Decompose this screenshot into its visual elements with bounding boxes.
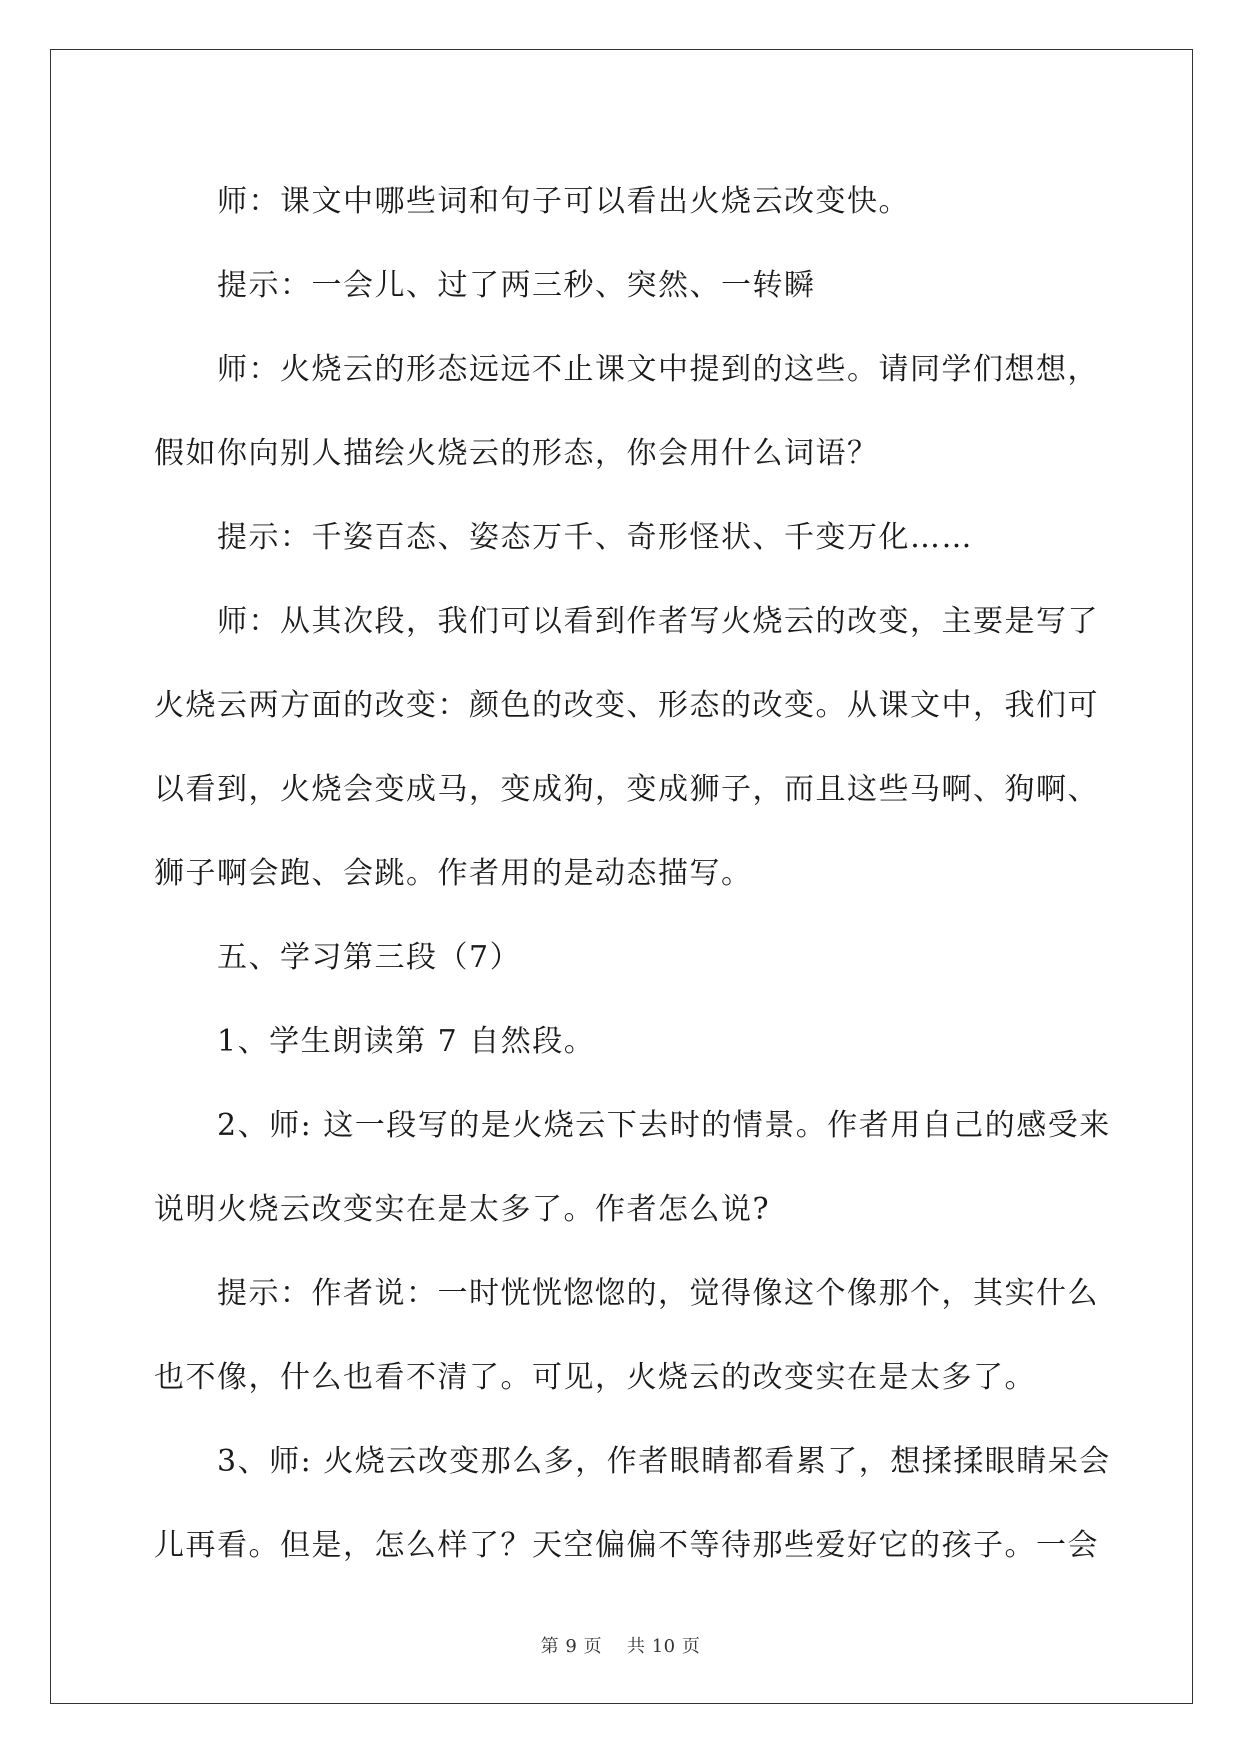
paragraph-10-line-1: 3、师: 火烧云改变那么多，作者眼睛都看累了，想揉揉眼睛呆会: [217, 1444, 1111, 1479]
page-total: 共 10 页: [626, 1636, 701, 1657]
paragraph-8-line-1: 2、师: 这一段写的是火烧云下去时的情景。作者用自己的感受来: [217, 1108, 1111, 1143]
page-number: 第 9 页: [540, 1636, 603, 1657]
paragraph-3-line-1: 师：火烧云的形态远远不止课文中提到的这些。请同学们想想，: [217, 352, 1099, 387]
section-heading: 五、学习第三段（7）: [217, 940, 522, 975]
paragraph-4-line-1: 提示：千姿百态、姿态万千、奇形怪状、千变万化……: [217, 520, 973, 555]
paragraph-9-line-2: 也不像，什么也看不清了。可见，火烧云的改变实在是太多了。: [154, 1360, 1036, 1395]
paragraph-5-line-2: 火烧云两方面的改变：颜色的改变、形态的改变。从课文中，我们可: [154, 688, 1099, 723]
paragraph-7-line-1: 1、学生朗读第 7 自然段。: [217, 1024, 596, 1059]
paragraph-9-line-1: 提示：作者说：一时恍恍惚惚的，觉得像这个像那个，其实什么: [217, 1276, 1099, 1311]
paragraph-5-line-1: 师：从其次段，我们可以看到作者写火烧云的改变，主要是写了: [217, 604, 1099, 639]
paragraph-1-line-1: 师：课文中哪些词和句子可以看出火烧云改变快。: [217, 184, 910, 219]
paragraph-5-line-4: 狮子啊会跑、会跳。作者用的是动态描写。: [154, 856, 753, 891]
document-body: [154, 160, 1111, 1588]
paragraph-8-line-2: 说明火烧云改变实在是太多了。作者怎么说?: [154, 1192, 771, 1227]
paragraph-2-line-1: 提示：一会儿、过了两三秒、突然、一转瞬: [217, 268, 816, 303]
paragraph-10-line-2: 儿再看。但是，怎么样了？天空偏偏不等待那些爱好它的孩子。一会: [154, 1528, 1099, 1563]
paragraph-5-line-3: 以看到，火烧会变成马，变成狗，变成狮子，而且这些马啊、狗啊、: [154, 772, 1099, 807]
page-footer: [0, 1632, 1241, 1658]
paragraph-3-line-2: 假如你向别人描绘火烧云的形态，你会用什么词语？: [154, 436, 879, 471]
